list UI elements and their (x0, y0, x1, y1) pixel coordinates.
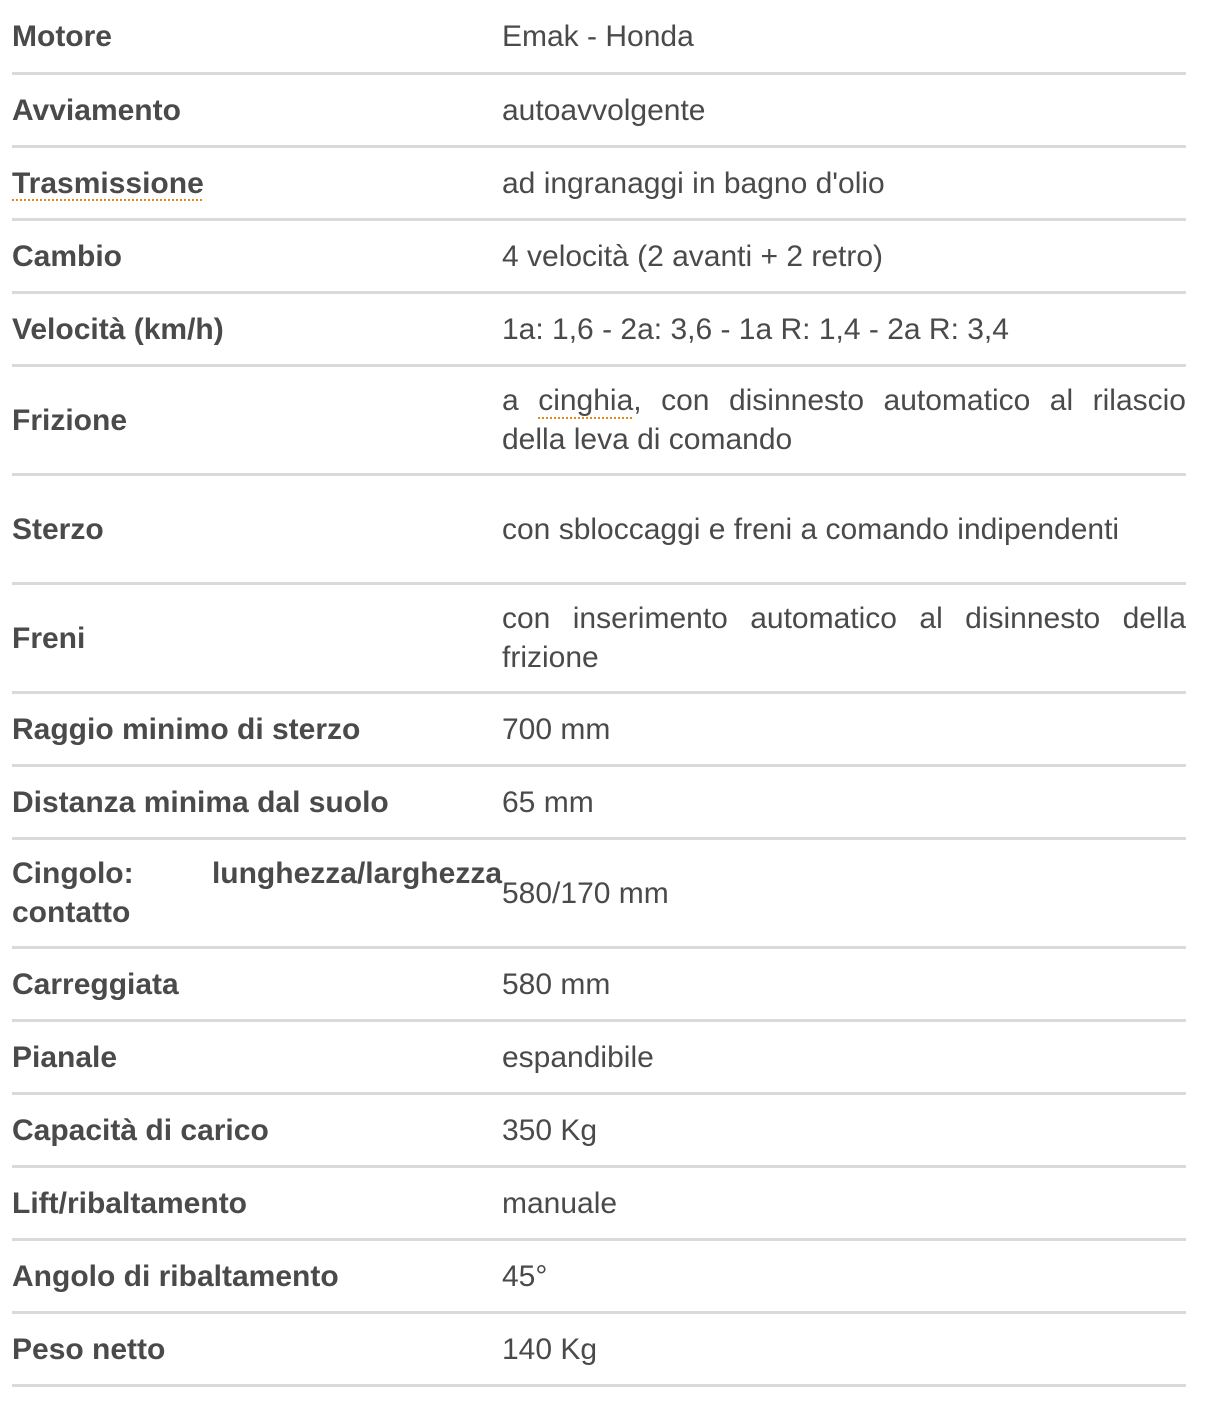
spec-row-angolo (12, 1240, 1186, 1313)
spec-label: Carreggiata (12, 948, 502, 1021)
spec-row-sterzo (12, 475, 1186, 584)
spec-value: 1a: 1,6 - 2a: 3,6 - 1a R: 1,4 - 2a R: 3,4 (502, 293, 1186, 366)
spec-label: Velocità (km/h) (12, 293, 502, 366)
spec-value: 580 mm (502, 948, 1186, 1021)
spec-label: Motore (12, 0, 502, 74)
spec-value: 45° (502, 1240, 1186, 1313)
spec-value: manuale (502, 1167, 1186, 1240)
spec-value: 140 Kg (502, 1313, 1186, 1386)
spec-value-pre: a (502, 384, 539, 417)
spec-value: ad ingranaggi in bagno d'olio (502, 147, 1186, 220)
spec-value: espandibile (502, 1021, 1186, 1094)
spec-label: Avviamento (12, 74, 502, 147)
spec-row-raggio-minimo (12, 693, 1186, 766)
spec-value: 4 velocità (2 avanti + 2 retro) (502, 220, 1186, 293)
spec-row-capacita-carico (12, 1094, 1186, 1167)
spec-value: con sbloccaggi e freni a comando indipendenti (502, 475, 1186, 584)
spec-value: 700 mm (502, 693, 1186, 766)
spec-label: Distanza minima dal suolo (12, 766, 502, 839)
spec-label: Capacità di carico (12, 1094, 502, 1167)
spellcheck-marked-word: Trasmissione (12, 166, 204, 200)
spec-value: Emak - Honda (502, 0, 1186, 74)
spec-table (12, 0, 1186, 1387)
spec-value: autoavvolgente (502, 74, 1186, 147)
spec-label: Angolo di ribaltamento (12, 1240, 502, 1313)
spec-value: con inserimento automatico al disinnesto della frizione (502, 584, 1186, 693)
spec-row-trasmissione (12, 147, 1186, 220)
spec-row-motore (12, 0, 1186, 74)
spec-row-peso (12, 1313, 1186, 1386)
spec-value (502, 366, 1186, 475)
spec-value: 65 mm (502, 766, 1186, 839)
spec-label: Lift/ribaltamento (12, 1167, 502, 1240)
spec-row-carreggiata (12, 948, 1186, 1021)
spec-value: 580/170 mm (502, 839, 1186, 948)
spec-label: Raggio minimo di sterzo (12, 693, 502, 766)
spec-row-velocita (12, 293, 1186, 366)
spec-label: Peso netto (12, 1313, 502, 1386)
spec-row-distanza-suolo (12, 766, 1186, 839)
spec-label: Cingolo: lunghezza/larghezza contatto (12, 839, 502, 948)
spec-row-freni (12, 584, 1186, 693)
spec-label (12, 147, 502, 220)
spec-label: Sterzo (12, 475, 502, 584)
spec-label: Cambio (12, 220, 502, 293)
spec-label: Pianale (12, 1021, 502, 1094)
spec-value-post: , con disinnesto automatico al rilascio della leva di comando (502, 384, 1186, 456)
spec-row-lift (12, 1167, 1186, 1240)
spec-row-avviamento (12, 74, 1186, 147)
spellcheck-marked-word: cinghia (538, 384, 634, 417)
spec-label: Frizione (12, 366, 502, 475)
spec-row-pianale (12, 1021, 1186, 1094)
spec-value: 350 Kg (502, 1094, 1186, 1167)
spec-label: Freni (12, 584, 502, 693)
spec-row-cingolo (12, 839, 1186, 948)
spec-row-cambio (12, 220, 1186, 293)
spec-row-frizione (12, 366, 1186, 475)
